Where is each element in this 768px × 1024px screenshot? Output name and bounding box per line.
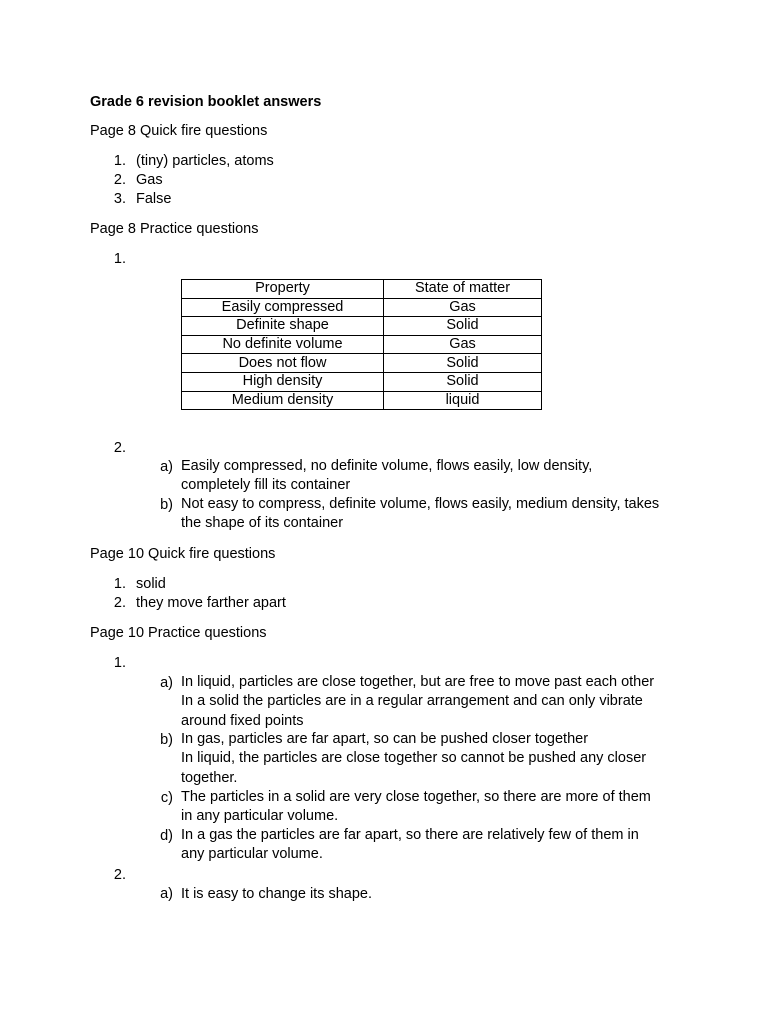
section-heading-page8-practice: Page 8 Practice questions [90,221,259,237]
list-number: 2. [113,172,126,188]
text-line: In a solid the particles are in a regular arrangement and can only vibrate [181,693,643,710]
table-cell: Solid [384,354,542,373]
text-line: In liquid, the particles are close together so cannot be pushed any closer [181,750,647,767]
table-cell: Solid [384,317,542,336]
table-cell: Gas [384,335,542,354]
table-cell: liquid [384,391,542,410]
list-number: 2. [113,440,126,456]
text-line: In gas, particles are far apart, so can be pushed closer together [181,731,589,747]
table-cell: Solid [384,372,542,391]
text-line: The particles in a solid are very close together, so there are more of them [181,789,651,805]
sub-item-letter: b) [160,732,173,748]
table-row [182,354,542,373]
sub-item-letter: b) [160,497,173,513]
text-line: in any particular volume. [181,808,339,825]
text-line: Easily compressed, no definite volume, flows easily, low density, [181,458,593,474]
list-number: 1. [113,153,126,169]
table-row [182,317,542,336]
list-number: 2. [113,867,126,883]
state-of-matter-table [181,279,542,410]
list-number: 1. [113,251,126,267]
list-item: False [136,191,172,207]
text-line: In liquid, particles are close together, but are free to move past each other [181,674,655,690]
sub-item-text [181,826,639,865]
section-heading-page10-quickfire: Page 10 Quick fire questions [90,546,276,562]
text-line: any particular volume. [181,846,323,863]
list-item: (tiny) particles, atoms [136,153,274,169]
sub-item-letter: a) [160,886,173,902]
list-item: they move farther apart [136,595,286,611]
list-number: 2. [113,595,126,611]
sub-item-letter: a) [160,675,173,691]
section-heading-page8-quickfire: Page 8 Quick fire questions [90,123,268,139]
table-cell: Easily compressed [182,298,384,317]
text-line: together. [181,769,238,786]
sub-item-letter: a) [160,459,173,475]
table-cell: No definite volume [182,335,384,354]
table-cell: Definite shape [182,317,384,336]
sub-item-letter: d) [160,828,173,844]
list-item: Gas [136,172,163,188]
sub-item-text [181,457,592,496]
text-line: In a gas the particles are far apart, so there are relatively few of them in [181,827,639,843]
sub-item-letter: c) [160,790,173,806]
table-header-cell: State of matter [384,280,542,299]
text-line: Not easy to compress, definite volume, flows easily, medium density, takes [181,496,660,512]
sub-item-text [181,788,651,827]
table-cell: Medium density [182,391,384,410]
text-line: the shape of its container [181,515,344,532]
sub-item-text: It is easy to change its shape. [181,886,373,902]
text-line: around fixed points [181,712,304,729]
sub-item-text [181,495,659,534]
document-title: Grade 6 revision booklet answers [90,94,322,110]
table-row [182,391,542,410]
text-line: completely fill its container [181,477,351,494]
sub-item-text [181,730,646,788]
table-row [182,298,542,317]
section-heading-page10-practice: Page 10 Practice questions [90,625,267,641]
table-cell: Does not flow [182,354,384,373]
table-cell: High density [182,372,384,391]
list-item: solid [136,576,166,592]
table-row [182,335,542,354]
list-number: 1. [113,655,126,671]
list-number: 3. [113,191,126,207]
sub-item-text [181,673,654,731]
table-header-row [182,280,542,299]
list-number: 1. [113,576,126,592]
table-row [182,372,542,391]
table-cell: Gas [384,298,542,317]
table-header-cell: Property [182,280,384,299]
